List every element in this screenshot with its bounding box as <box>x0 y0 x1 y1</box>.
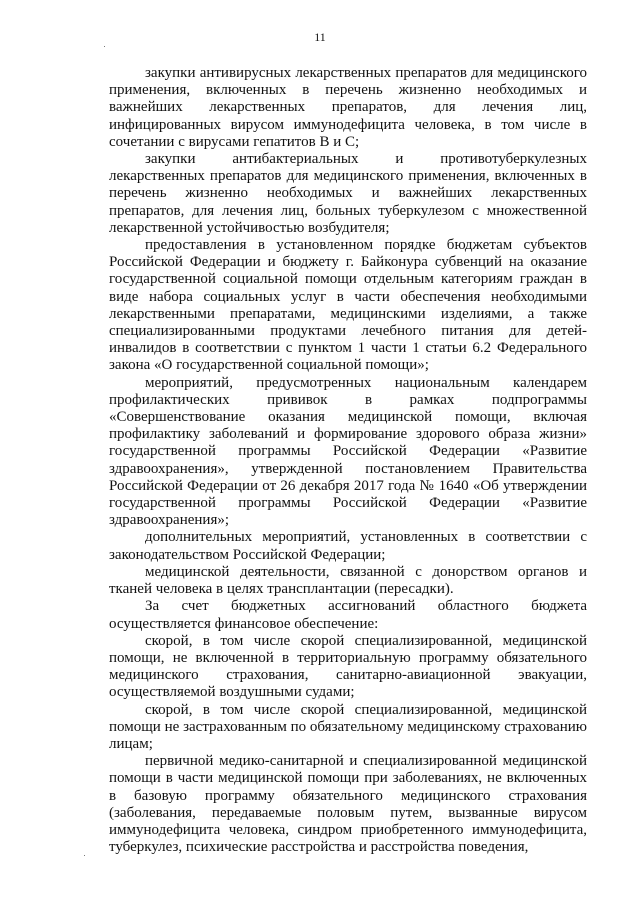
paragraph-primary-specialized-care: первичной медико-санитарной и специализированной медицинской помощи в части медицинской помощи при заболеваниях, не включенных в базовую программу обязательного медицинского страхования (заболевания, передаваемые половым путем, вызванные вирусом иммунодефицита человека, синдром приобретенного иммунодефицита, туберкулез, психические расстройства и расстройства поведения, <box>109 753 587 856</box>
paragraph-regional-budget-intro: За счет бюджетных ассигнований областного бюджета осуществляется финансовое обеспечение: <box>109 598 587 632</box>
paragraph-emergency-air-evacuation: скорой, в том числе скорой специализированной, медицинской помощи, не включенной в территориальную программу обязательного медицинского страхования, санитарно-авиационной эвакуации, осуществляемой воздушными судами; <box>109 632 587 701</box>
paragraph-emergency-uninsured: скорой, в том числе скорой специализированной, медицинской помощи не застрахованным по обязательному медицинскому страхованию лицам; <box>109 701 587 752</box>
scan-speck <box>84 855 85 856</box>
paragraph-subventions-baikonur: предоставления в установленном порядке бюджетам субъектов Российской Федерации и бюджету г. Байконура субвенций на оказание государственной социальной помощи отдельным категориям граждан в виде набора социальных услуг в части обеспечения необходимыми лекарственными препаратами, медицинскими изделиями, а также специализированными продуктами лечебного питания для детей-инвалидов в соответствии с пунктом 1 части 1 статьи 6.2 Федерального закона «О государственной социальной помощи»; <box>109 237 587 374</box>
page-number: 11 <box>314 30 326 44</box>
scan-speck <box>104 46 105 47</box>
paragraph-antibacterial-procurement: закупки антибактериальных и противотуберкулезных лекарственных препаратов для медицинского применения, включенных в перечень жизненно необходимых и важнейших лекарственных препаратов, для лечения лиц, больных туберкулезом с множественной лекарственной устойчивостью возбудителя; <box>109 151 587 236</box>
paragraph-additional-measures: дополнительных мероприятий, установленных в соответствии с законодательством Российской Федерации; <box>109 529 587 563</box>
paragraph-organ-donation: медицинской деятельности, связанной с донорством органов и тканей человека в целях трансплантации (пересадки). <box>109 563 587 598</box>
paragraph-vaccination-calendar: мероприятий, предусмотренных национальным календарем профилактических прививок в рамках подпрограммы «Совершенствование оказания медицинской помощи, включая профилактику заболеваний и формирование здорового образа жизни» государственной программы Российской Федерации «Развитие здравоохранения», утвержденной постановлением Правительства Российской Федерации от 26 декабря 2017 года № 1640 «Об утверждении государственной программы Российской Федерации «Развитие здравоохранения»; <box>109 374 587 529</box>
paragraph-antiviral-procurement: закупки антивирусных лекарственных препаратов для медицинского применения, включенных в перечень жизненно необходимых и важнейших лекарственных препаратов, для лечения лиц, инфицированных вирусом иммунодефицита человека, в том числе в сочетании с вирусами гепатитов B и C; <box>109 65 587 150</box>
document-body <box>109 65 587 856</box>
